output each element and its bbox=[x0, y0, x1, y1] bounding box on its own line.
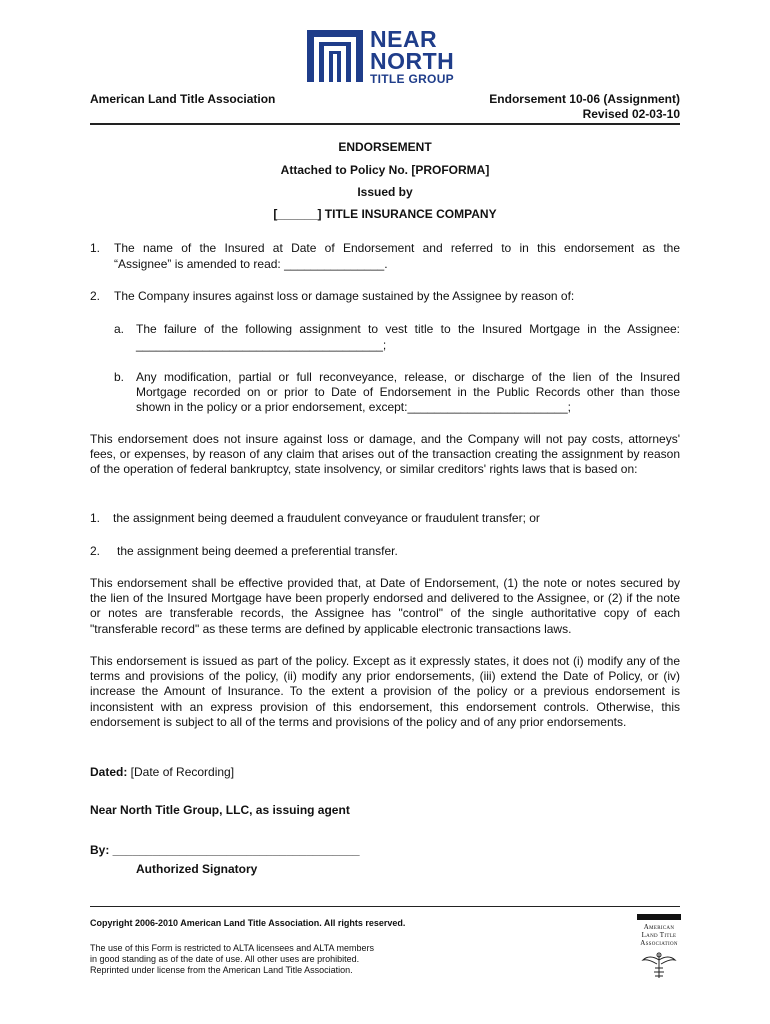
effective-paragraph: This endorsement shall be effective provided that, at Date of Endorsement, (1) the note or notes secured by the lien of the Insured Mortgage have been properly endorsed and delivered to the Assignee, or (2) if the note or notes are transferable records, the Assignee has "control" of the single authoritative copy of each "transferable record" as these terms are defined by applicable electronic transactions laws. bbox=[90, 576, 680, 636]
item-2b-letter: b. bbox=[114, 370, 125, 384]
header-left: American Land Title Association bbox=[90, 92, 276, 106]
alta-logo-line1: American bbox=[643, 923, 675, 931]
dated-line bbox=[90, 765, 234, 780]
item-1-number: 1. bbox=[90, 241, 101, 255]
company-line: [______] TITLE INSURANCE COMPANY bbox=[273, 207, 497, 221]
alta-logo bbox=[637, 914, 681, 985]
alta-logo-line2: Land Title bbox=[641, 931, 677, 939]
policy-number-line: Attached to Policy No. [PROFORMA] bbox=[280, 163, 490, 177]
alta-eagle-icon bbox=[637, 950, 681, 980]
dated-value: [Date of Recording] bbox=[127, 765, 235, 779]
item-2a-text-line2: _____________________________________; bbox=[136, 338, 387, 352]
near-north-logo-icon bbox=[307, 30, 363, 82]
item-2a-text-line1: The failure of the following assignment to vest title to the Insured Mortgage in the Assignee: bbox=[136, 322, 680, 336]
header-form-number: Endorsement 10-06 (Assignment) bbox=[489, 92, 680, 106]
item-2a-letter: a. bbox=[114, 322, 125, 336]
signature-line bbox=[90, 843, 360, 858]
item-2-number: 2. bbox=[90, 289, 101, 303]
item-2b-text-line2: Mortgage recorded on or prior to Date of Endorsement in the Public Records other than those bbox=[136, 385, 680, 399]
header-revised: Revised 02-03-10 bbox=[582, 107, 680, 121]
endorsement-title: ENDORSEMENT bbox=[338, 140, 432, 154]
footer-line-1: The use of this Form is restricted to ALTA licensees and ALTA members bbox=[90, 943, 374, 953]
item-2b-text-line3: shown in the policy or a prior endorsement, except:________________________; bbox=[136, 400, 571, 414]
footer-line-2: in good standing as of the date of use. All other uses are prohibited. bbox=[90, 954, 360, 964]
alta-logo-line3: Association bbox=[640, 939, 678, 947]
footer-divider bbox=[90, 906, 680, 907]
dated-label: Dated: bbox=[90, 765, 128, 779]
header-divider bbox=[90, 123, 680, 125]
item-2b-text-line1: Any modification, partial or full reconveyance, release, or discharge of the lien of the Insured bbox=[136, 370, 680, 384]
company-logo-wordmark bbox=[370, 28, 454, 86]
exclusion-item-1-number: 1. bbox=[90, 511, 101, 525]
footer-line-3: Reprinted under license from the American Land Title Association. bbox=[90, 965, 353, 975]
authorized-signatory: Authorized Signatory bbox=[136, 862, 258, 876]
exclusion-item-2-text: the assignment being deemed a preferential transfer. bbox=[117, 544, 398, 558]
by-label: By: bbox=[90, 843, 110, 857]
item-1-text-line1: The name of the Insured at Date of Endorsement and referred to in this endorsement as the bbox=[114, 241, 680, 255]
exclusion-paragraph: This endorsement does not insure against loss or damage, and the Company will not pay costs, attorneys' fees, or expenses, by reason of any claim that arises out of the transaction creating the assignment by reason of the operation of federal bankruptcy, state insolvency, or similar creditors' rights laws that is based on: bbox=[90, 432, 680, 477]
logo-line-near: NEAR bbox=[370, 26, 438, 52]
footer-copyright: Copyright 2006-2010 American Land Title Association. All rights reserved. bbox=[90, 918, 406, 928]
item-1-text-line2: “Assignee” is amended to read: _______________. bbox=[114, 257, 388, 271]
exclusion-item-1-text: the assignment being deemed a fraudulent conveyance or fraudulent transfer; or bbox=[113, 511, 540, 525]
issuing-agent: Near North Title Group, LLC, as issuing agent bbox=[90, 803, 350, 817]
policy-terms-paragraph: This endorsement is issued as part of the policy. Except as it expressly states, it does not (i) modify any of the terms and provisions of the policy, (ii) modify any prior endorsements, (iii) extend the Date of Policy, or (iv) increase the Amount of Insurance. To the extent a provision of the policy or a previous endorsement is inconsistent with an express provision of this endorsement, this endorsement controls. Otherwise, this endorsement is subject to all of the terms and provisions of the policy and of any prior endorsements. bbox=[90, 654, 680, 729]
logo-line-north: NORTH bbox=[370, 48, 455, 74]
logo-line-title-group: TITLE GROUP bbox=[370, 72, 454, 86]
exclusion-item-2-number: 2. bbox=[90, 544, 101, 558]
issued-by-line: Issued by bbox=[357, 185, 413, 199]
alta-logo-bar bbox=[637, 914, 681, 920]
by-blank: _____________________________________ bbox=[109, 843, 360, 857]
item-2-text: The Company insures against loss or damage sustained by the Assignee by reason of: bbox=[114, 289, 575, 303]
